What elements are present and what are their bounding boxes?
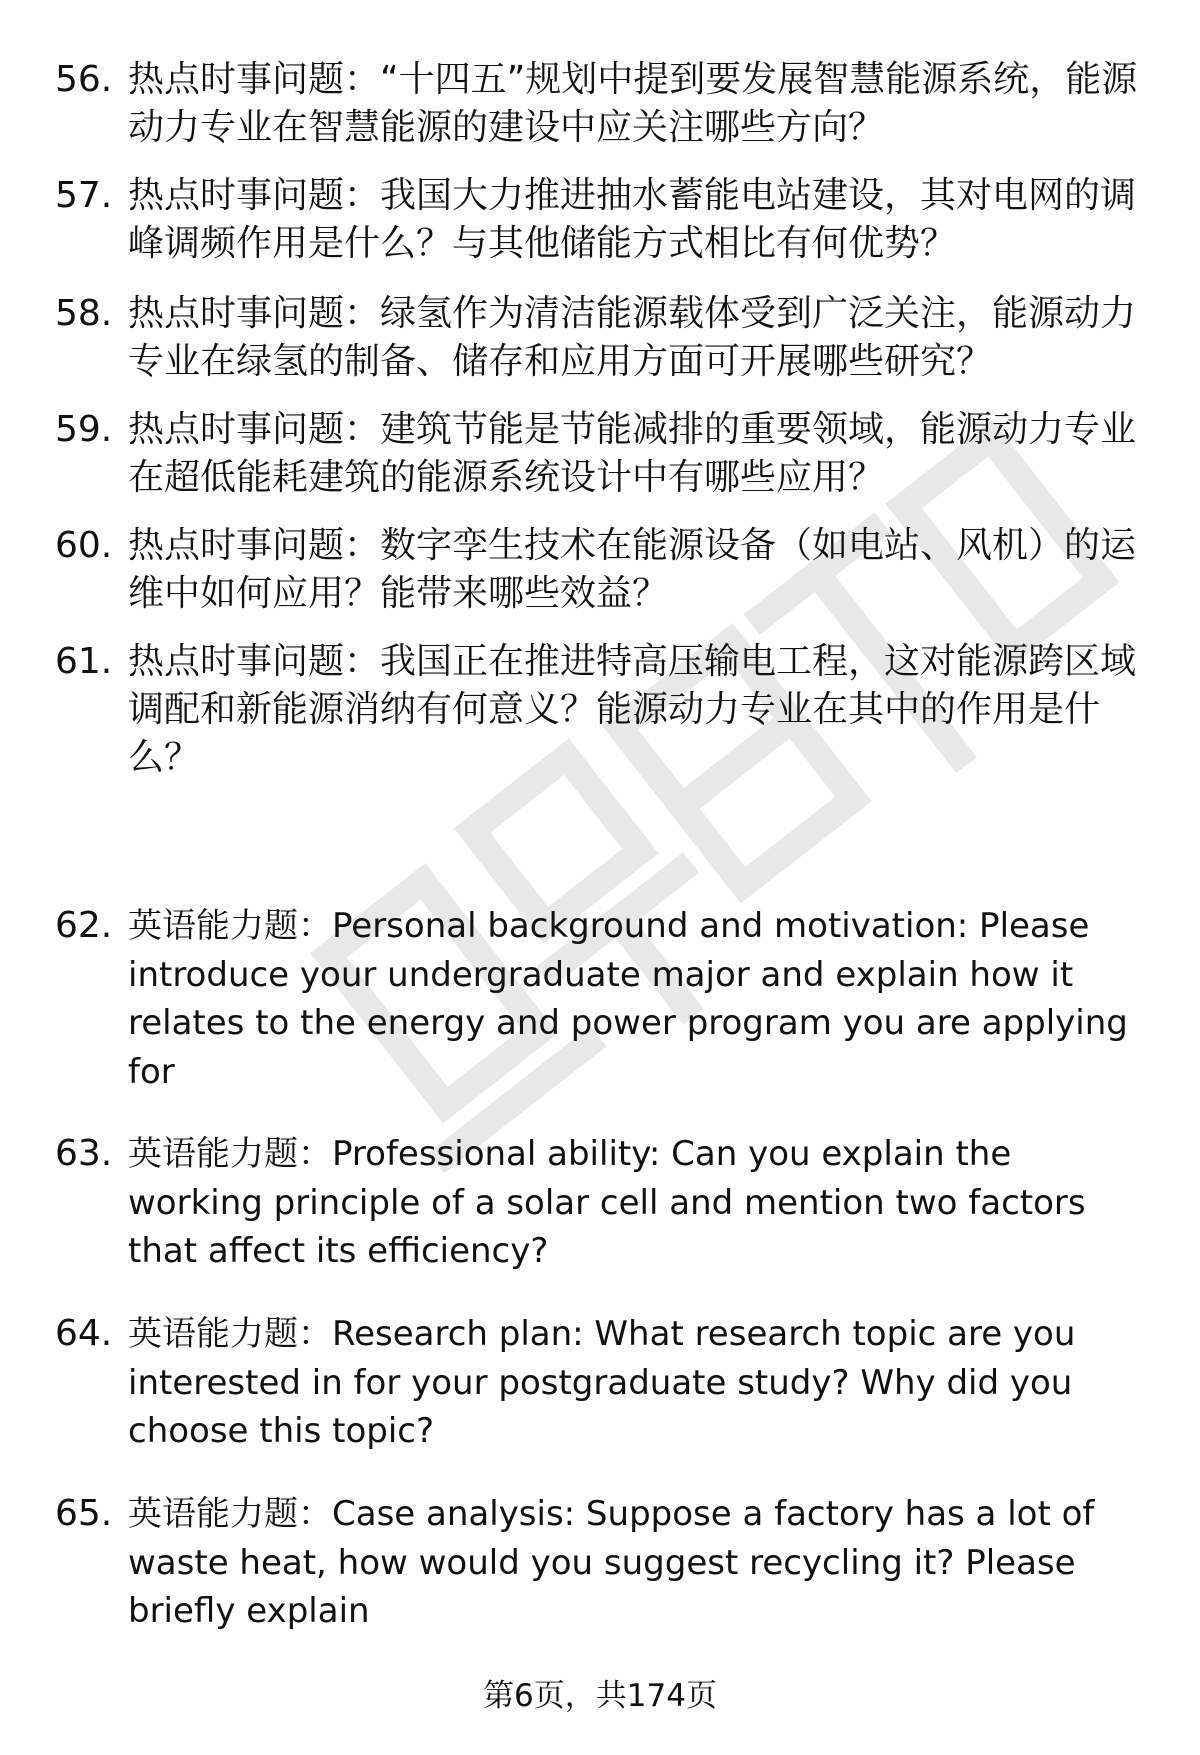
question-text: 热点时事问题：数字孪生技术在能源设备（如电站、风机）的运维中如何应用？能带来哪些效益？ bbox=[128, 525, 1137, 614]
question-text: 英语能力题：Professional ability: Can you explain the working principle of a solar cell and mention two factors that affect its efficiency? bbox=[128, 1134, 1086, 1271]
question-text: 英语能力题：Personal background and motivation: Please introduce your undergraduate major and explain how it relates to the energy and power program you are applying for bbox=[128, 906, 1128, 1092]
page-footer: 第6页，共174页 bbox=[483, 1678, 717, 1714]
question-text: 热点时事问题：绿氢作为清洁能源载体受到广泛关注，能源动力专业在绿氢的制备、储存和应用方面可开展哪些研究？ bbox=[128, 293, 1137, 382]
question-number: 61. bbox=[55, 641, 113, 682]
question-text: 热点时事问题：我国大力推进抽水蓄能电站建设，其对电网的调峰调频作用是什么？与其他储能方式相比有何优势？ bbox=[128, 175, 1137, 264]
question-text: 热点时事问题：“十四五”规划中提到要发展智慧能源系统，能源动力专业在智慧能源的建设中应关注哪些方向？ bbox=[128, 59, 1138, 148]
question-text: 热点时事问题：建筑节能是节能减排的重要领域，能源动力专业在超低能耗建筑的能源系统设计中有哪些应用？ bbox=[128, 409, 1137, 498]
question-text: 英语能力题：Research plan: What research topic are you interested in for your postgraduate study? Why did you choose this topic? bbox=[128, 1314, 1076, 1451]
question-number: 60. bbox=[55, 525, 113, 566]
question-number: 57. bbox=[55, 175, 113, 216]
question-text: 英语能力题：Case analysis: Suppose a factory has a lot of waste heat, how would you suggest recycling it? Please briefly explain bbox=[128, 1494, 1095, 1631]
question-number: 62. bbox=[55, 905, 113, 946]
question-text: 热点时事问题：我国正在推进特高压输电工程，这对能源跨区域调配和新能源消纳有何意义？能源动力专业在其中的作用是什么？ bbox=[128, 641, 1137, 778]
question-number: 64. bbox=[55, 1313, 113, 1354]
question-number: 63. bbox=[55, 1133, 113, 1174]
question-number: 59. bbox=[55, 409, 113, 450]
question-number: 56. bbox=[55, 59, 113, 100]
question-number: 58. bbox=[55, 293, 113, 334]
question-number: 65. bbox=[55, 1493, 113, 1534]
